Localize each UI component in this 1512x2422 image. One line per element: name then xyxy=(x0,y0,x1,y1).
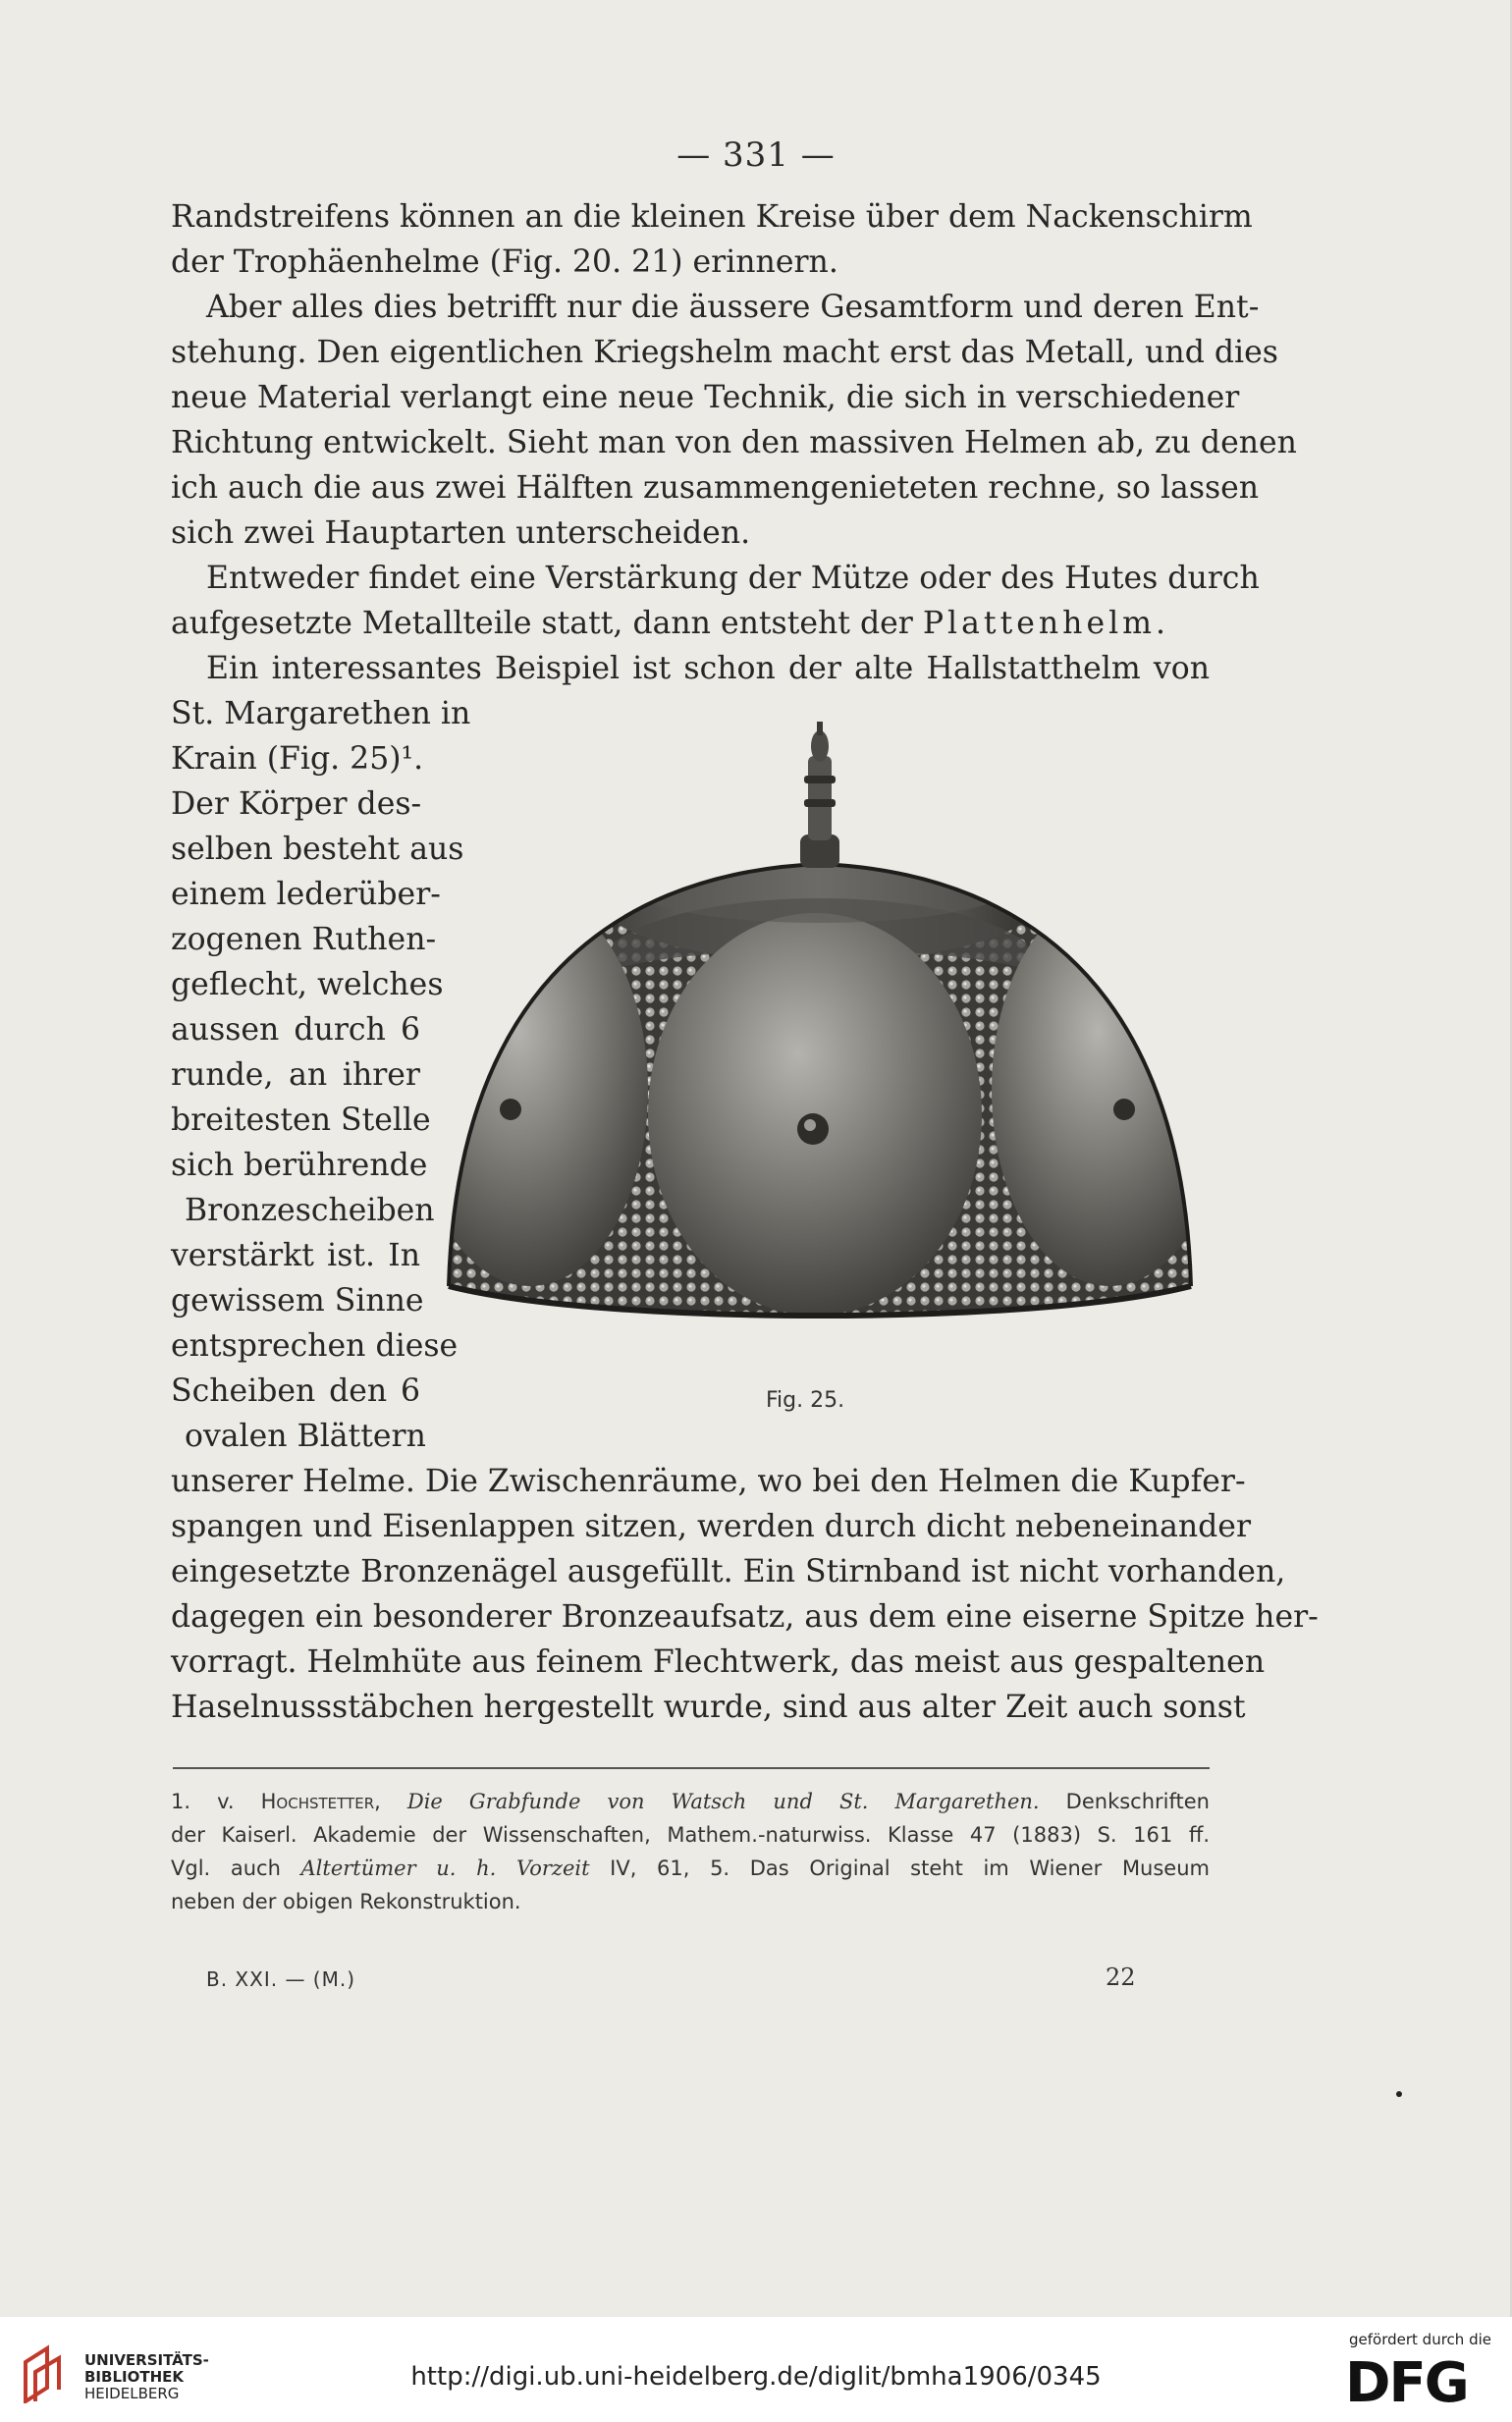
footnote-line: der Kaiserl. Akademie der Wissenschaften, Mathem.-naturwiss. Klasse 47 (1883) S. 161 ff. xyxy=(171,1823,1210,1847)
text-line: Entweder findet eine Verstärkung der Mütze oder des Hutes durch xyxy=(206,561,1260,596)
text-line: aufgesetzte Metallteile statt, dann entsteht der Plattenhelm. xyxy=(171,606,1166,641)
text-line: Krain (Fig. 25)¹. xyxy=(171,741,424,777)
page-number: — 331 — xyxy=(676,135,836,175)
text-line: verstärkt ist. In xyxy=(171,1238,420,1273)
bronze-finial xyxy=(800,722,839,868)
figure-caption: Fig. 25. xyxy=(766,1388,845,1413)
footnote-line: 1. v. Hochstetter, Die Grabfunde von Watsch und St. Margarethen. Denkschriften xyxy=(171,1790,1210,1813)
text-line: einem lederüber- xyxy=(171,877,441,912)
text-line: ovalen Blättern xyxy=(185,1419,426,1454)
text-line: eingesetzte Bronzenägel ausgefüllt. Ein Stirnband ist nicht vorhanden, xyxy=(171,1554,1286,1589)
text-line: stehung. Den eigentlichen Kriegshelm macht erst das Metall, und dies xyxy=(171,335,1278,370)
text-line: unserer Helme. Die Zwischenräume, wo bei den Helmen die Kupfer- xyxy=(171,1464,1246,1499)
text-line: ich auch die aus zwei Hälften zusammengenieteten rechne, so lassen xyxy=(171,470,1260,506)
footnote xyxy=(171,1785,1210,1918)
text-line: dagegen ein besonderer Bronzeaufsatz, aus dem eine eiserne Spitze her- xyxy=(171,1599,1319,1635)
library-name: UNIVERSITÄTS- BIBLIOTHEK HEIDELBERG xyxy=(84,2351,209,2402)
paragraph-1 xyxy=(171,194,1253,285)
text-line: der Trophäenhelme (Fig. 20. 21) erinnern. xyxy=(171,244,838,280)
paragraph-2 xyxy=(171,285,1297,556)
dfg-logo: DFG xyxy=(1345,2351,1468,2415)
text-line: Haselnussstäbchen hergestellt wurde, sind aus alter Zeit auch sonst xyxy=(171,1690,1246,1725)
text-line: Der Körper des- xyxy=(171,786,422,822)
helmet-dome xyxy=(437,825,1203,1345)
text-line: entsprechen diese xyxy=(171,1328,459,1364)
funding-note: gefördert durch die xyxy=(1349,2331,1491,2348)
text-line: sich zwei Hauptarten unterscheiden. xyxy=(171,515,751,551)
footnote-rule xyxy=(173,1767,1210,1769)
text-line: Ein interessantes Beispiel ist schon der alte Hallstatthelm von xyxy=(206,651,1210,686)
text-line: runde, an ihrer xyxy=(171,1057,420,1093)
text-line: sich berührende xyxy=(171,1148,428,1183)
sheet-number: 22 xyxy=(1106,1964,1136,1991)
scan-speck xyxy=(1396,2091,1402,2097)
text-line: selben besteht aus xyxy=(171,832,464,867)
paragraph-3 xyxy=(171,556,1260,646)
emphasized-term: Plattenhelm xyxy=(922,606,1157,641)
helmet-figure xyxy=(437,717,1203,1345)
source-url[interactable]: http://digi.ub.uni-heidelberg.de/diglit/bmha1906/0345 xyxy=(410,2362,1102,2392)
text-line: geflecht, welches xyxy=(171,967,444,1002)
text-line: Randstreifens können an die kleinen Kreise über dem Nackenschirm xyxy=(171,199,1253,235)
digitization-footer xyxy=(0,2317,1512,2422)
text-line: zogenen Ruthen- xyxy=(171,922,437,957)
text-line: Scheiben den 6 xyxy=(171,1373,420,1409)
footnote-line: neben der obigen Rekonstruktion. xyxy=(171,1890,521,1913)
text-line: neue Material verlangt eine neue Technik, die sich in verschiedener xyxy=(171,380,1240,415)
text-line: vorragt. Helmhüte aus feinem Flechtwerk, das meist aus gespaltenen xyxy=(171,1644,1266,1680)
text-line: Bronzescheiben xyxy=(185,1193,435,1228)
text-line: St. Margarethen in xyxy=(171,696,471,731)
text-line: spangen und Eisenlappen sitzen, werden durch dicht nebeneinander xyxy=(171,1509,1252,1544)
text-line: aussen durch 6 xyxy=(171,1012,420,1048)
footnote-line: Vgl. auch Altertümer u. h. Vorzeit IV, 61, 5. Das Original steht im Wiener Museum xyxy=(171,1857,1210,1880)
text-line: gewissem Sinne xyxy=(171,1283,424,1319)
signature-mark: B. XXI. — (M.) xyxy=(206,1967,356,1991)
text-line: Aber alles dies betrifft nur die äussere Gesamtform und deren Ent- xyxy=(206,290,1260,325)
text-line: Richtung entwickelt. Sieht man von den massiven Helmen ab, zu denen xyxy=(171,425,1297,460)
text-line: breitesten Stelle xyxy=(171,1103,431,1138)
